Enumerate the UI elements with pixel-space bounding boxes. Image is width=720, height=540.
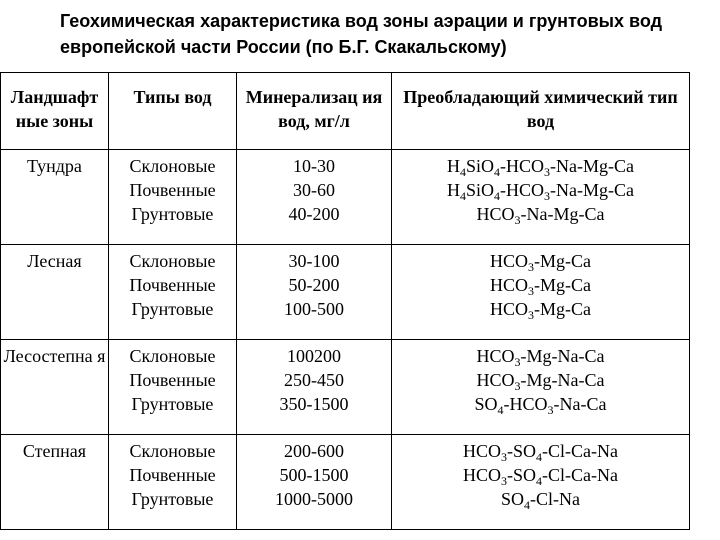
formula-subscript: 3 — [528, 308, 534, 322]
page-title — [60, 8, 720, 60]
formula-text: HCO — [476, 370, 515, 390]
formula-subscript: 4 — [497, 403, 504, 417]
mineralization-value: 10-30 — [293, 156, 335, 176]
formula-text: HCO — [489, 275, 528, 295]
chemical-type-cell — [392, 340, 690, 435]
table-row — [1, 245, 690, 340]
formula-subscript: 3 — [547, 403, 554, 417]
formula-text: -HCO — [503, 394, 548, 414]
water-type-line: Склоновые — [129, 156, 216, 176]
formula-subscript: 3 — [544, 165, 551, 179]
water-type-line: Грунтовые — [131, 299, 214, 319]
chemical-formula — [394, 202, 687, 226]
chemical-type-cell — [392, 245, 690, 340]
water-type-line: Склоновые — [129, 441, 216, 461]
chemical-formula — [394, 487, 687, 511]
water-types-cell — [109, 245, 237, 340]
table-header-row — [1, 73, 690, 150]
header-landscape-zones: Ландшафт ные зоны — [1, 73, 109, 150]
formula-text: HCO — [476, 346, 515, 366]
water-types-cell — [109, 340, 237, 435]
header-mineralization: Минерализац ия вод, мг/л — [237, 73, 392, 150]
formula-text: SO — [501, 489, 525, 509]
formula-text: -SO — [507, 465, 537, 485]
formula-text: -Mg-Ca — [534, 251, 591, 271]
formula-subscript: 4 — [494, 165, 501, 179]
mineralization-cell — [237, 435, 392, 530]
chemical-type-cell — [392, 150, 690, 245]
water-type-line: Почвенные — [129, 275, 216, 295]
formula-text: HCO — [489, 251, 528, 271]
table-row — [1, 150, 690, 245]
title-line-2: европейской части России (по Б.Г. Скакальскому) — [60, 37, 507, 57]
chemical-formula — [394, 249, 687, 273]
formula-text: SiO — [466, 180, 495, 200]
formula-text: -Cl-Na — [530, 489, 580, 509]
formula-subscript: 3 — [514, 379, 521, 393]
water-types-cell — [109, 150, 237, 245]
formula-text: SiO — [466, 156, 495, 176]
formula-text: -Na-Mg-Ca — [550, 156, 634, 176]
chemical-formula — [394, 368, 687, 392]
formula-text: -Mg-Na-Ca — [520, 370, 605, 390]
formula-text: -Mg-Ca — [534, 275, 591, 295]
chemical-formula — [394, 297, 687, 321]
mineralization-value: 30-100 — [288, 251, 340, 271]
mineralization-value: 1000-5000 — [275, 489, 353, 509]
formula-text: SO — [474, 394, 498, 414]
formula-text: H — [447, 156, 460, 176]
formula-subscript: 4 — [494, 189, 501, 203]
formula-text: -Mg-Ca — [534, 299, 591, 319]
mineralization-value: 100200 — [287, 346, 341, 366]
mineralization-value: 500-1500 — [279, 465, 349, 485]
formula-subscript: 3 — [528, 284, 534, 298]
mineralization-value: 350-1500 — [279, 394, 349, 414]
mineralization-value: 100-500 — [284, 299, 344, 319]
formula-subscript: 3 — [501, 474, 507, 488]
formula-subscript: 4 — [524, 498, 531, 512]
formula-subscript: 3 — [514, 355, 521, 369]
formula-subscript: 4 — [536, 450, 543, 464]
header-chemical-type: Преобладающий химический тип вод — [392, 73, 690, 150]
mineralization-value: 200-600 — [284, 441, 344, 461]
zone-cell: Тундра — [1, 150, 109, 245]
zone-cell: Лесная — [1, 245, 109, 340]
formula-text: -Na-Mg-Ca — [520, 204, 605, 224]
formula-subscript: 3 — [501, 450, 507, 464]
formula-subscript: 3 — [544, 189, 551, 203]
formula-text: -Na-Mg-Ca — [550, 180, 634, 200]
chemical-formula — [394, 344, 687, 368]
water-type-line: Грунтовые — [131, 394, 214, 414]
chemical-type-cell — [392, 435, 690, 530]
formula-subscript: 3 — [514, 213, 521, 227]
formula-subscript: 4 — [460, 165, 466, 179]
water-type-line: Склоновые — [129, 346, 216, 366]
mineralization-cell — [237, 150, 392, 245]
mineralization-value: 250-450 — [284, 370, 344, 390]
water-type-line: Склоновые — [129, 251, 216, 271]
formula-subscript: 4 — [460, 189, 466, 203]
mineralization-value: 50-200 — [288, 275, 340, 295]
formula-text: -HCO — [500, 180, 545, 200]
formula-text: HCO — [489, 299, 528, 319]
mineralization-value: 40-200 — [288, 204, 340, 224]
water-chemistry-table — [0, 72, 690, 530]
header-water-types: Типы вод — [109, 73, 237, 150]
water-type-line: Грунтовые — [131, 204, 214, 224]
formula-text: -Mg-Na-Ca — [520, 346, 605, 366]
formula-text: -Na-Ca — [553, 394, 607, 414]
formula-text: HCO — [462, 465, 501, 485]
water-type-line: Грунтовые — [131, 489, 214, 509]
mineralization-cell — [237, 340, 392, 435]
chemical-formula — [394, 392, 687, 416]
mineralization-cell — [237, 245, 392, 340]
mineralization-value: 30-60 — [293, 180, 335, 200]
chemical-formula — [394, 154, 687, 178]
formula-text: HCO — [462, 441, 501, 461]
formula-text: H — [447, 180, 460, 200]
zone-cell: Лесостепна я — [1, 340, 109, 435]
formula-text: -Cl-Ca-Na — [542, 441, 618, 461]
title-line-1: Геохимическая характеристика вод зоны аэрации и грунтовых вод — [60, 11, 663, 31]
table-row — [1, 435, 690, 530]
formula-text: -HCO — [500, 156, 545, 176]
table-row — [1, 340, 690, 435]
formula-subscript: 4 — [536, 474, 543, 488]
water-type-line: Почвенные — [129, 180, 216, 200]
water-types-cell — [109, 435, 237, 530]
chemical-formula — [394, 273, 687, 297]
zone-cell: Степная — [1, 435, 109, 530]
chemical-formula — [394, 178, 687, 202]
water-type-line: Почвенные — [129, 370, 216, 390]
chemical-formula — [394, 439, 687, 463]
formula-subscript: 3 — [528, 260, 534, 274]
formula-text: HCO — [476, 204, 515, 224]
chemical-formula — [394, 463, 687, 487]
water-type-line: Почвенные — [129, 465, 216, 485]
formula-text: -Cl-Ca-Na — [542, 465, 618, 485]
formula-text: -SO — [507, 441, 537, 461]
